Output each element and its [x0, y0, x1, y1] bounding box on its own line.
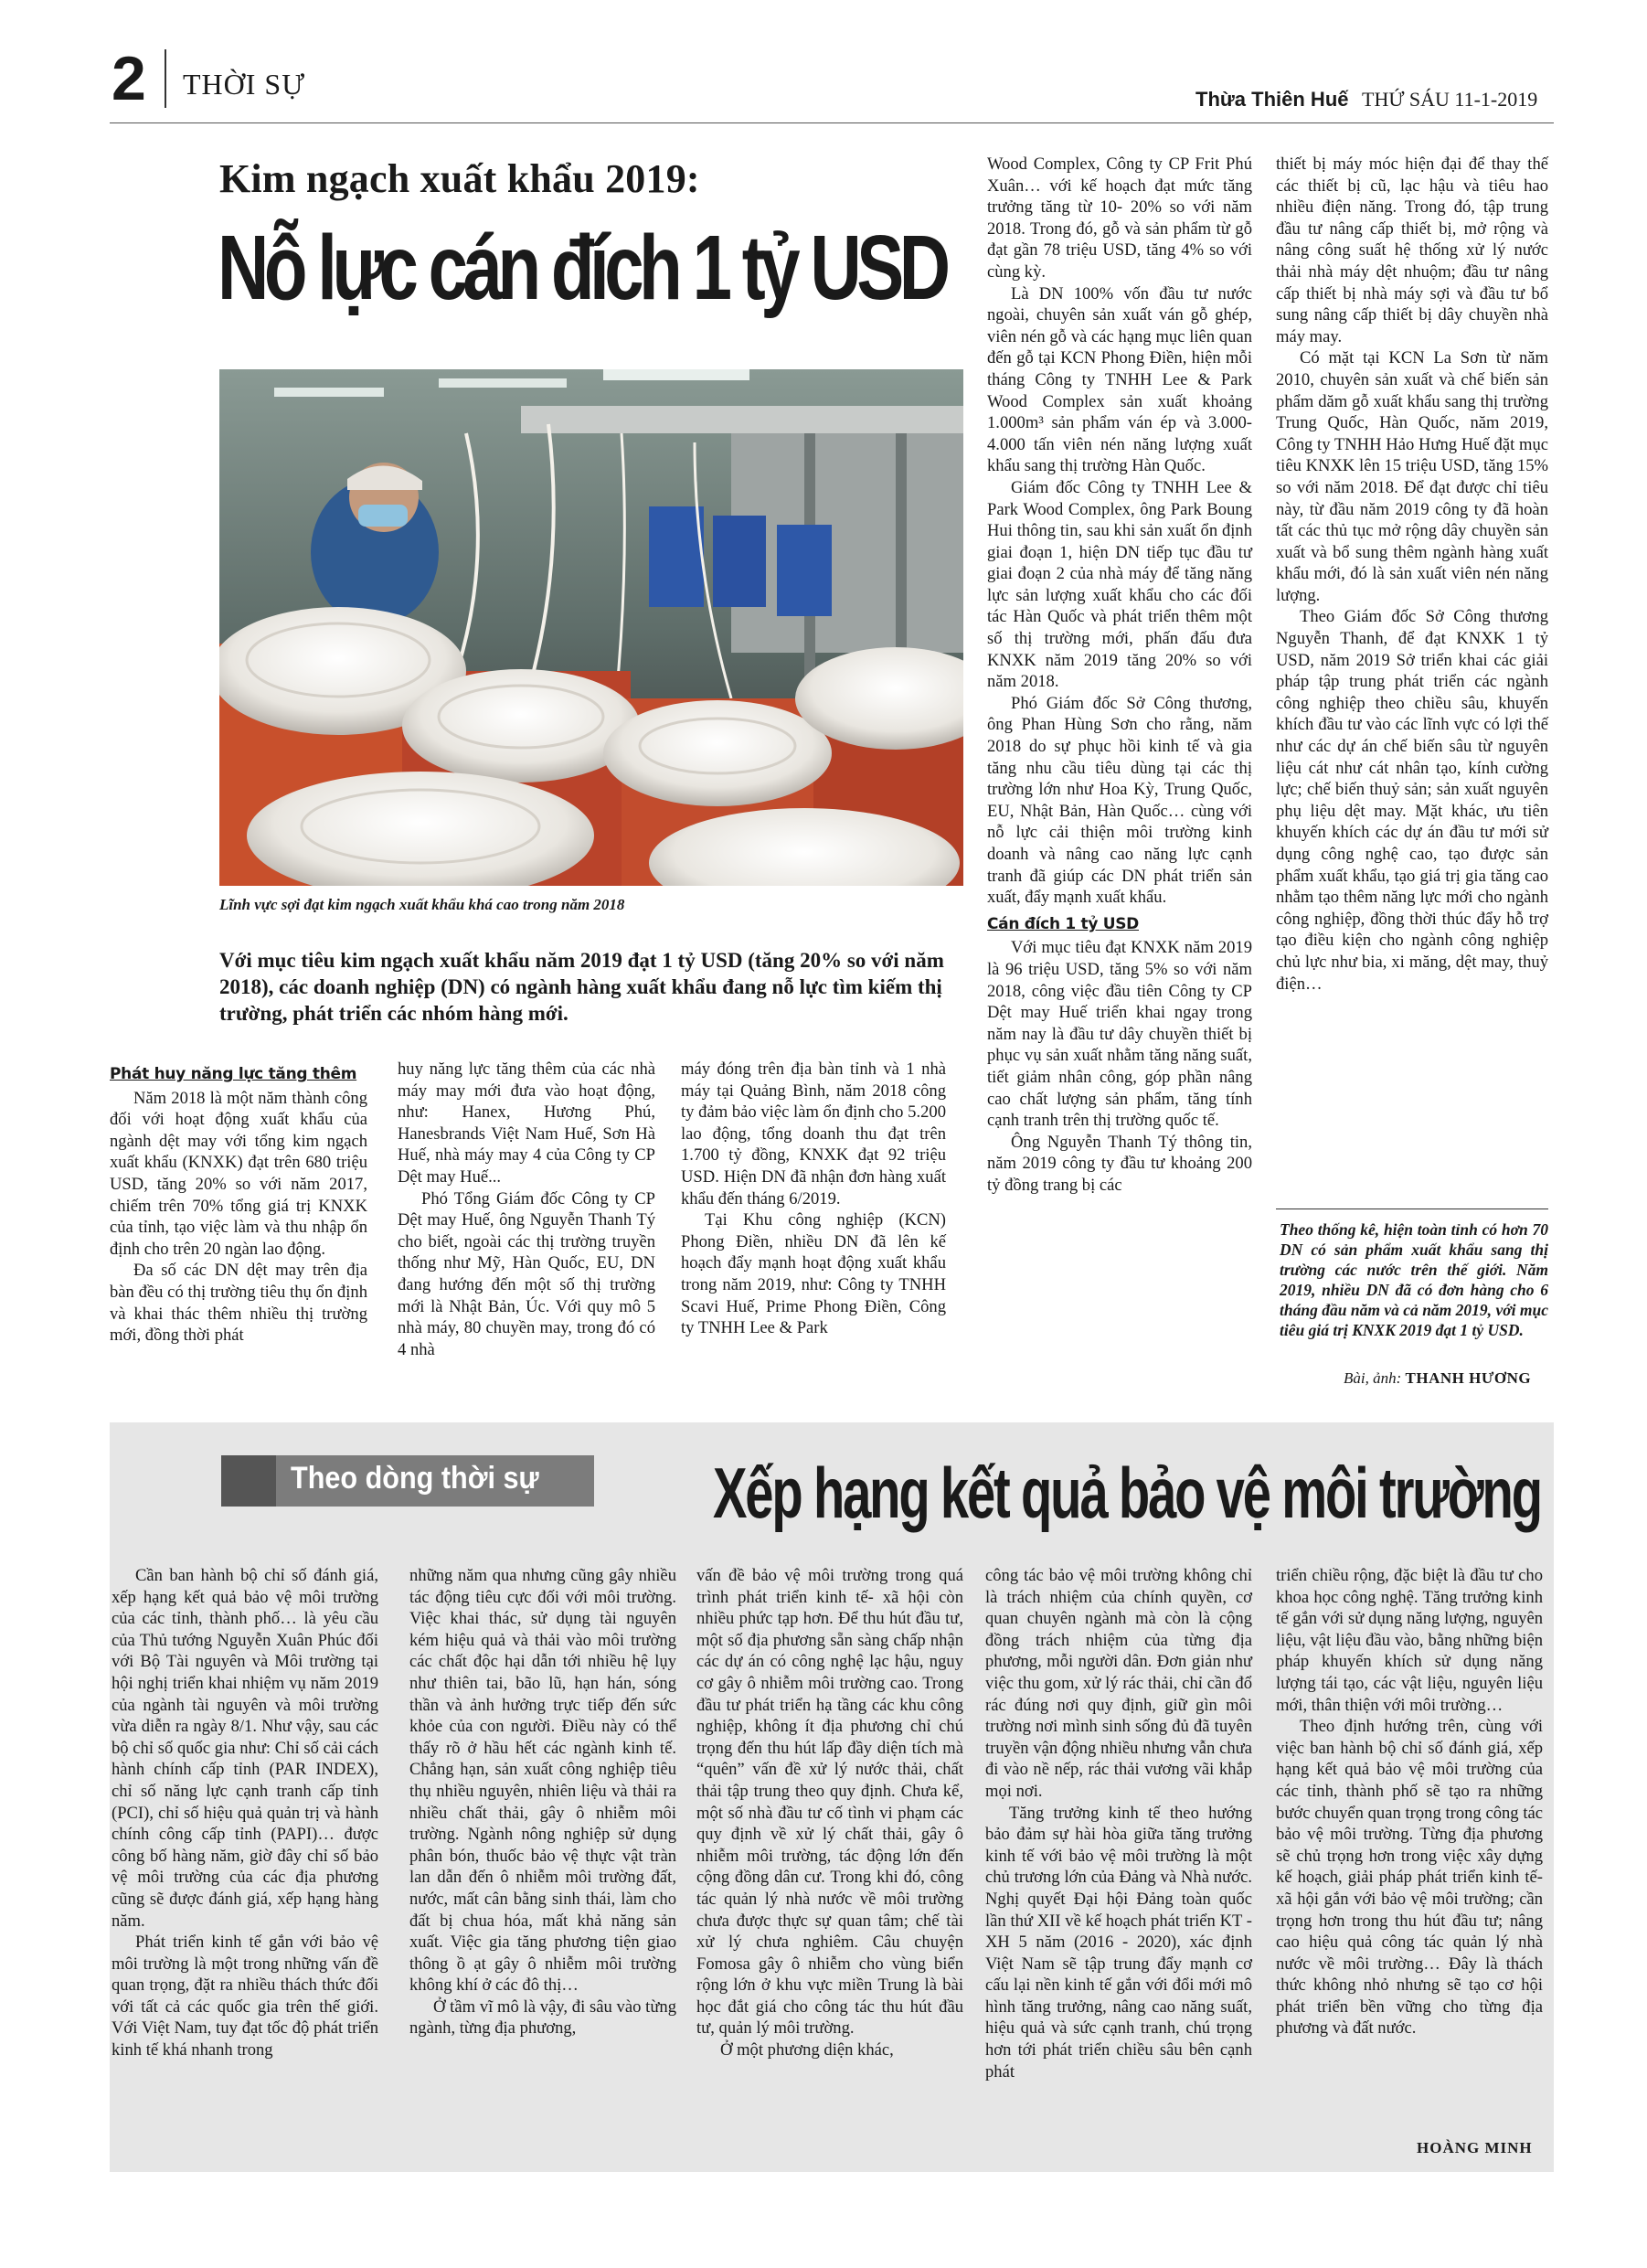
tag-accent [221, 1455, 276, 1507]
paragraph: Theo định hướng trên, cùng với việc ban hành bộ chỉ số đánh giá, xếp hạng kết quả bảo vệ môi trường của các tỉnh, thành phố sẽ tạo ra những bước chuyển quan trọng trong công tác bảo vệ môi trường. Từng địa phương sẽ chủ trọng hơn trong việc xây dựng kế hoạch, giải pháp phát triển kinh tế- xã hội gắn với bảo vệ môi trường; cần trọng hơn trong thu hút đầu tư; nâng cao hiệu quả công tác quản lý nhà nước về môi trường… Đây là thách thức không nhỏ nhưng sẽ tạo cơ hội phát triển bền vững cho từng địa phương và đất nước. [1276, 1717, 1543, 2039]
paragraph: Ông Nguyễn Thanh Tý thông tin, năm 2019 công ty đầu tư khoảng 200 tỷ đồng trang bị các [987, 1132, 1252, 1195]
paragraph: Phó Tổng Giám đốc Công ty CP Dệt may Huế, ông Nguyễn Thanh Tý cho biết, ngoài các thị trường truyền thống như Mỹ, Hàn Quốc, EU, DN đang hướng đến một số thị trường mới là Nhật Bản, Úc. Với quy mô 5 nhà máy, 80 chuyền may, trong đó có 4 nhà [398, 1188, 655, 1359]
paragraph: Năm 2018 là một năm thành công đối với hoạt động xuất khẩu của ngành dệt may với tổng kim ngạch xuất khẩu (KNXK) đạt trên 680 triệu USD, tăng 20% so với năm 2017, chiếm trên 70% tổng giá trị KNXK của tỉnh, tạo việc làm và thu nhập ổn định cho trên 20 ngàn lao động. [110, 1088, 367, 1259]
article-lede: Với mục tiêu kim ngạch xuất khẩu năm 2019 đạt 1 tỷ USD (tăng 20% so với năm 2018), các doanh nghiệp (DN) có ngành hàng xuất khẩu đang nỗ lực tìm kiếm thị trường, phát triển các nhóm hàng mới. [219, 949, 944, 1025]
paragraph: Là DN 100% vốn đầu tư nước ngoài, chuyên sản xuất ván gỗ ghép, viên nén gỗ và các hạng mục liên quan đến gỗ tại KCN Phong Điền, hiện mỗi tháng Công ty TNHH Lee & Park Wood Complex sản xuất khoảng 1.000m³ sản phẩm ván ép và 3.000- 4.000 tấn viên nén năng lượng xuất khẩu sang thị trường Hàn Quốc. [987, 283, 1252, 476]
column-tag: Theo dòng thời sự [291, 1461, 539, 1496]
subheading-1: Phát huy năng lực tăng thêm [110, 1065, 357, 1083]
stat-box: Theo thống kê, hiện toàn tỉnh có hơn 70 DN có sản phẩm xuất khẩu sang thị trường các nước trên thế giới. Năm 2019, nhiều DN đã có đơn hàng cho 6 tháng đầu năm và cả năm 2019, với mục tiêu giá trị KNXK 2019 đạt 1 tỷ USD. [1280, 1220, 1548, 1339]
article-column-4 [987, 154, 1252, 1197]
paragraph: Ở tầm vĩ mô là vậy, đi sâu vào từng ngành, từng địa phương, [409, 1996, 676, 2039]
paragraph: Đa số các DN dệt may trên địa bàn đều có thị trường tiêu thụ ổn định và khai thác thêm nhiều thị trường mới, đồng thời phát [110, 1261, 367, 1346]
paragraph: huy năng lực tăng thêm của các nhà máy may mới đưa vào hoạt động, như: Hanex, Hương Phú, Hanesbrands Việt Nam Huế, Sơn Hà Huế, nhà máy may 4 của Công ty CP Dệt may Huế... [398, 1059, 655, 1187]
paragraph: Ở một phương diện khác, [720, 2040, 894, 2060]
paragraph: Có mặt tại KCN La Sơn từ năm 2010, chuyên sản xuất và chế biến sản phẩm dăm gỗ xuất khẩu sang thị trường Trung Quốc, Hàn Quốc, năm 2019, Công ty TNHH Hảo Hưng Huế đặt mục tiêu KNXK lên 15 triệu USD, tăng 15% so với năm 2018. Để đạt được chỉ tiêu này, từ đầu năm 2019 công ty đã hoàn tất các thủ tục mở rộng dây chuyền sản xuất và bổ sung thêm ngành hàng xuất khẩu mới, đó là sản xuất viên nén năng lượng. [1276, 348, 1548, 605]
paragraph: Phó Giám đốc Sở Công thương, ông Phan Hùng Sơn cho rằng, năm 2018 do sự phục hồi kinh tế và gia tăng nhu cầu tiêu dùng tại các thị trường lớn như Hoa Kỳ, Trung Quốc, EU, Nhật Bản, Hàn Quốc… cùng với nỗ lực cải thiện môi trường kinh doanh và nâng cao năng lực cạnh tranh đã giúp các DN phát triển sản xuất, đẩy mạnh xuất khẩu. [987, 693, 1252, 908]
issue-date: THỨ SÁU 11-1-2019 [1362, 88, 1538, 111]
commentary-headline: Xếp hạng kết quả bảo vệ môi trường [713, 1453, 1541, 1533]
commentary-column-3 [696, 1565, 963, 2061]
article-photo [219, 369, 963, 886]
header-rule [110, 122, 1554, 123]
paragraph: Giám đốc Công ty TNHH Lee & Park Wood Complex, ông Park Boung Hui thông tin, sau khi sản xuất ổn định giai đoạn 1, hiện DN tiếp tục đầu tư giai đoạn 2 của nhà máy để tăng năng lực sản lượng xuất khẩu cho các đối tác Hàn Quốc và phát triển thêm một số thị trường mới, phấn đấu đưa KNXK năm 2019 tăng 20% so với năm 2018. [987, 477, 1252, 692]
commentary-byline: HOÀNG MINH [1417, 2139, 1533, 2156]
paragraph: những năm qua nhưng cũng gây nhiều tác động tiêu cực đối với môi trường. Việc khai thác, sử dụng tài nguyên kém hiệu quả và thải vào môi trường các chất độc hại dẫn tới nhiều hệ lụy như thiên tai, bão lũ, hạn hán, sóng thần và ảnh hưởng trực tiếp đến sức khỏe của con người. Điều này có thể thấy rõ ở hầu hết các ngành kinh tế. Chẳng hạn, sản xuất công nghiệp tiêu thụ nhiều nguyên, nhiên liệu và thải ra nhiều chất thải, gây ô nhiễm môi trường. Ngành nông nghiệp sử dụng phân bón, thuốc bảo vệ thực vật tràn lan dẫn đến ô nhiễm môi trường đất, nước, mất cân bằng sinh thái, làm cho đất bị chua hóa, mất khả năng sản xuất. Việc gia tăng phương tiện giao thông ồ ạt gây ô nhiễm môi trường không khí ở các đô thị… [409, 1566, 676, 1996]
commentary-column-5 [1276, 1565, 1543, 2039]
photo-caption: Lĩnh vực sợi đạt kim ngạch xuất khẩu khá cao trong năm 2018 [219, 896, 625, 913]
byline-name: THANH HƯƠNG [1405, 1369, 1532, 1387]
header-divider [165, 49, 166, 108]
paragraph: thiết bị máy móc hiện đại để thay thế các thiết bị cũ, lạc hậu và tiêu hao nhiều điện năng. Trong đó, tập trung đầu tư nâng cấp thiết bị, mở rộng và nâng công suất hệ thống xử lý nước thải nhà máy dệt nhuộm; đầu tư nâng cấp thiết bị nhà máy sợi và đầu tư bổ sung nâng cấp thiết bị dây chuyền nhà máy may. [1276, 154, 1548, 346]
article-column-3 [681, 1059, 946, 1339]
article-column-2 [398, 1059, 655, 1360]
commentary-column-1 [112, 1565, 378, 2061]
article-column-1 [110, 1059, 367, 1347]
paragraph: Phát triển kinh tế gắn với bảo vệ môi trường là một trong những vấn đề quan trọng, đặt ra nhiều thách thức đối với tất cả các quốc gia trên thế giới. Với Việt Nam, tuy đạt tốc độ phát triển kinh tế khá nhanh trong [112, 1933, 378, 2060]
byline-label: Bài, ảnh: [1344, 1369, 1402, 1387]
subheading-2: Cán đích 1 tỷ USD [987, 914, 1139, 933]
page-number: 2 [112, 44, 146, 113]
commentary-column-4 [985, 1565, 1252, 2082]
paragraph: Wood Complex, Công ty CP Frit Phú Xuân… với kế hoạch đạt mức tăng trưởng tăng từ 10- 20% so với năm 2018. Trong đó, gỗ và sản phẩm từ gỗ đạt gần 78 triệu USD, tăng 4% so với cùng kỳ. [987, 154, 1252, 282]
byline [1344, 1369, 1531, 1388]
paragraph: công tác bảo vệ môi trường không chỉ là trách nhiệm của chính quyền, cơ quan chuyên ngành mà còn là cộng đồng trách nhiệm của từng địa phương, mỗi người dân. Đơn giản như việc thu gom, xử lý rác thải, chỉ cần đổ rác đúng nơi quy định, giữ gìn môi trường nơi mình sinh sống đủ đã tuyên truyền vận động nhiều nhưng vẫn chưa đi vào nề nếp, rác thải vương vãi khắp mọi nơi. [985, 1566, 1252, 1801]
section-name: THỜI SỰ [183, 68, 306, 101]
article-headline: Nỗ lực cán đích 1 tỷ USD [218, 217, 946, 319]
commentary-column-2 [409, 1565, 676, 2039]
paragraph: Cần ban hành bộ chỉ số đánh giá, xếp hạng kết quả bảo vệ môi trường của các tỉnh, thành phố… là yêu cầu của Thủ tướng Nguyễn Xuân Phúc đối với Bộ Tài nguyên và Môi trường tại hội nghị triển khai nhiệm vụ năm 2019 của ngành tài nguyên và môi trường vừa diễn ra ngày 8/1. Như vậy, sau các bộ chỉ số quốc gia như: Chỉ số cải cách hành chính cấp tỉnh (PAR INDEX), chỉ số năng lực cạnh tranh cấp tỉnh (PCI), chỉ số hiệu quả quản trị và hành chính công cấp tỉnh (PAPI)… được công bố hàng năm, giờ đây chỉ số bảo vệ môi trường của các địa phương cũng sẽ được đánh giá, xếp hạng hàng năm. [112, 1566, 378, 1931]
paragraph: Theo Giám đốc Sở Công thương Nguyễn Thanh, để đạt KNXK 1 tỷ USD, năm 2019 Sở triển khai các giải pháp tập trung phát triển các ngành công nghiệp theo chiều sâu, khuyến khích đầu tư vào các lĩnh vực có lợi thế như các dự án chế biến sâu từ nguyên liệu cát như cát nhân tạo, kính cường lực; chế biến thuỷ sản; sản xuất nguyên phụ liệu dệt may. Mặt khác, ưu tiên khuyến khích các dự án đầu tư mới sử dụng công nghệ cao, tạo được sản phẩm xuất khẩu, tạo giá trị gia tăng cao nhằm tạo thêm năng lực mới cho ngành công nghiệp, đồng thời thúc đẩy hỗ trợ tạo điều kiện cho ngành công nghiệp chủ lực như bia, xi măng, dệt may, thuỷ điện… [1276, 607, 1548, 994]
publication-name: Thừa Thiên Huế [1195, 88, 1349, 111]
paragraph: triển chiều rộng, đặc biệt là đầu tư cho khoa học công nghệ. Tăng trưởng kinh tế gắn với sử dụng năng lượng, nguyên liệu, vật liệu đầu vào, bằng những biện pháp khuyến khích sử dụng năng lượng tái tạo, các vật liệu, nguyên liệu mới, thân thiện với môi trường… [1276, 1566, 1543, 1715]
paragraph: Tại Khu công nghiệp (KCN) Phong Điền, nhiều DN đã lên kế hoạch đẩy mạnh hoạt động xuất khẩu trong năm 2019, như: Công ty TNHH Scavi Huế, Prime Phong Điền, Công ty TNHH Lee & Park [681, 1210, 946, 1338]
paragraph: Tăng trưởng kinh tế theo hướng bảo đảm sự hài hòa giữa tăng trưởng kinh tế với bảo vệ môi trường là một chủ trương lớn của Đảng và Nhà nước. Nghị quyết Đại hội Đảng toàn quốc lần thứ XII về kế hoạch phát triển KT - XH 5 năm (2016 - 2020), xác định Việt Nam sẽ tập trung đẩy mạnh cơ cấu lại nền kinh tế gắn với đổi mới mô hình tăng trưởng, nâng cao năng suất, hiệu quả và sức cạnh tranh, chú trọng hơn tới phát triển chiều sâu bên cạnh phát [985, 1803, 1252, 2082]
paragraph: vấn đề bảo vệ môi trường trong quá trình phát triển kinh tế- xã hội còn nhiều phức tạp hơn. Để thu hút đầu tư, một số địa phương sẵn sàng chấp nhận các dự án có công nghệ lạc hậu, nguy cơ gây ô nhiễm môi trường cao. Trong đầu tư phát triển hạ tầng các khu công nghiệp, không ít địa phương chỉ chú trọng đến thu hút lấp đầy diện tích mà “quên” vấn đề xử lý nước thải, chất thải tập trung theo quy định. Chưa kể, một số nhà đầu tư cố tình vi phạm các quy định về xử lý chất thải, gây ô nhiễm môi trường, tác động lớn đến cộng đồng dân cư. Trong khi đó, công tác quản lý nhà nước về môi trường chưa được thực sự quan tâm; chế tài xử lý chưa nghiêm. Câu chuyện Fomosa gây ô nhiễm cho vùng biển rộng lớn ở khu vực miền Trung là bài học đắt giá cho công tác thu hút đầu tư, quản lý môi trường. [696, 1566, 963, 2039]
paragraph: Với mục tiêu đạt KNXK năm 2019 là 96 triệu USD, tăng 5% so với năm 2018, công việc đầu tiên Công ty CP Dệt may Huế triển khai ngay trong năm nay là đầu tư dây chuyền thiết bị phục vụ sản xuất nhằm tăng năng suất, tiết giảm nhân công, góp phần nâng cao chất lượng sản phẩm, tăng tính cạnh tranh trên thị trường quốc tế. [987, 938, 1252, 1131]
article-kicker: Kim ngạch xuất khẩu 2019: [219, 156, 700, 201]
paragraph: máy đóng trên địa bàn tỉnh và 1 nhà máy tại Quảng Bình, năm 2018 công ty đảm bảo việc làm ổn định cho 5.200 lao động, tổng doanh thu đạt trên 1.700 tỷ đồng, KNXK đạt 92 triệu USD. Hiện DN đã nhận đơn hàng xuất khẩu đến tháng 6/2019. [681, 1059, 946, 1209]
article-column-5 [1276, 154, 1548, 995]
